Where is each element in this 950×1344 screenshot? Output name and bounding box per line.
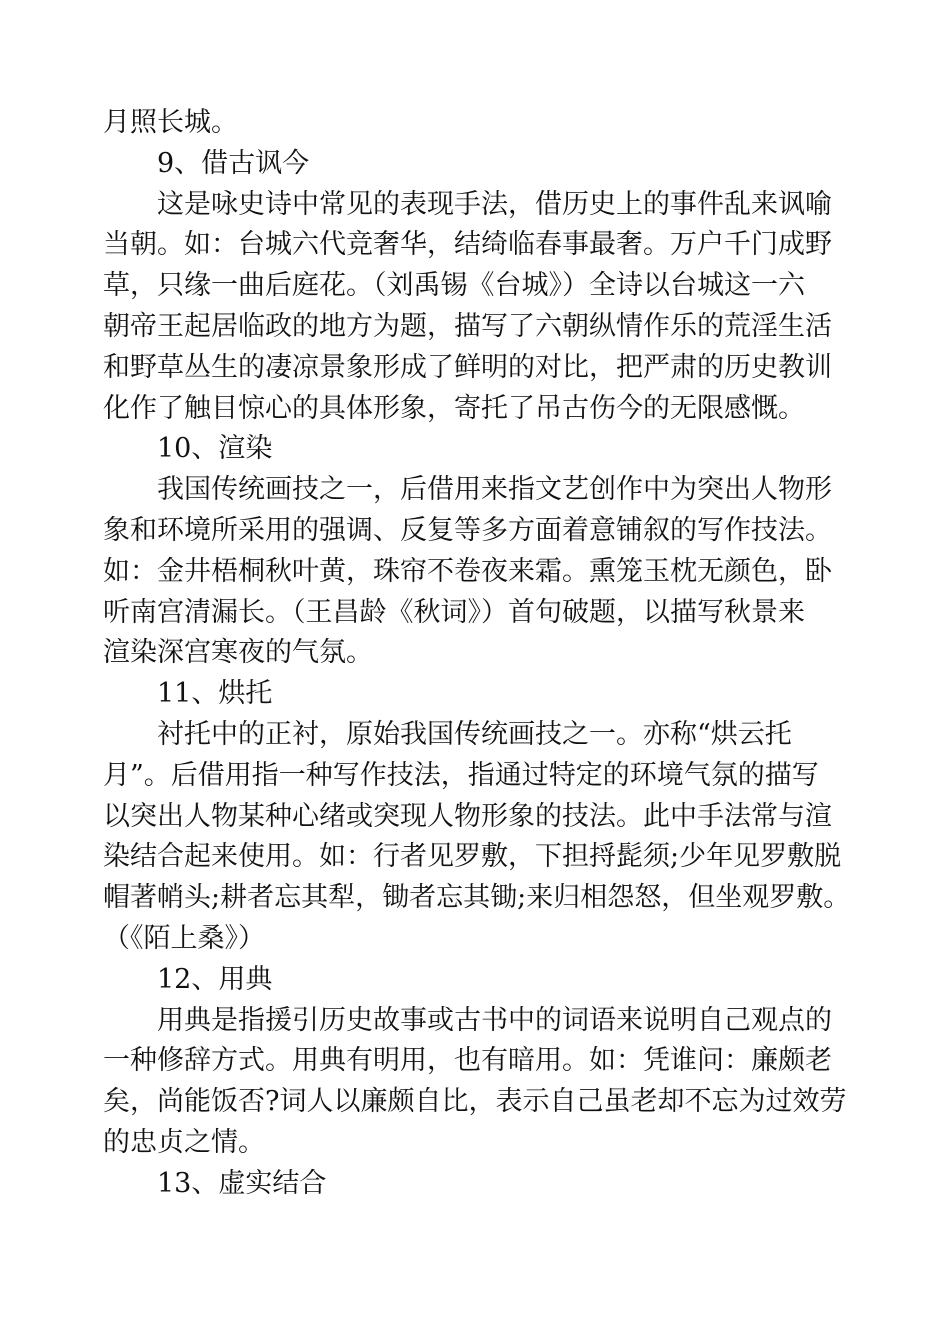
paragraph-line: 草，只缘一曲后庭花。（刘禹锡《台城》）全诗以台城这一六 xyxy=(103,270,805,302)
paragraph-line: 渲染深宫寒夜的气氛。 xyxy=(103,637,373,669)
section-heading-13: 13、虚实结合 xyxy=(157,1167,327,1199)
text-line-continuation: 月照长城。 xyxy=(103,107,238,138)
paragraph-line: 听南宫清漏长。（王昌龄《秋词》）首句破题，以描写秋景来 xyxy=(103,596,805,628)
paragraph-line: 的忠贞之情。 xyxy=(103,1126,265,1158)
document-page xyxy=(103,103,851,1205)
paragraph-line: 以突出人物某种心绪或突现人物形象的技法。此中手法常与渲 xyxy=(103,800,832,832)
paragraph-line: 月”。后借用指一种写作技法，指通过特定的环境气氛的描写 xyxy=(103,759,819,791)
paragraph-line: 染结合起来使用。如：行者见罗敷，下担捋髭须;少年见罗敷脱 xyxy=(103,841,842,873)
paragraph-line: 我国传统画技之一，后借用来指文艺创作中为突出人物形 xyxy=(157,474,832,506)
paragraph-line: 当朝。如：台城六代竞奢华，结绮临春事最奢。万户千门成野 xyxy=(103,229,832,261)
paragraph-line: 这是咏史诗中常见的表现手法，借历史上的事件乱来讽喻 xyxy=(157,188,832,220)
section-heading-9: 9、借古讽今 xyxy=(157,147,310,179)
paragraph-line: 如：金井梧桐秋叶黄，珠帘不卷夜来霜。熏笼玉枕无颜色，卧 xyxy=(103,555,832,587)
paragraph-line: 一种修辞方式。用典有明用，也有暗用。如：凭谁问：廉颇老 xyxy=(103,1045,832,1077)
paragraph-line: 帽著帩头;耕者忘其犁，锄者忘其锄;来归相怨怒，但坐观罗敷。 xyxy=(103,882,851,914)
paragraph-line: 用典是指援引历史故事或古书中的词语来说明自己观点的 xyxy=(157,1004,832,1036)
section-heading-10: 10、渲染 xyxy=(157,433,273,465)
paragraph-line: 衬托中的正衬，原始我国传统画技之一。亦称“烘云托 xyxy=(157,718,792,750)
paragraph-line: 矣，尚能饭否?词人以廉颇自比，表示自己虽老却不忘为过效劳 xyxy=(103,1086,847,1118)
section-heading-12: 12、用典 xyxy=(157,963,273,995)
section-heading-11: 11、烘托 xyxy=(157,678,273,710)
paragraph-line: 和野草丛生的凄凉景象形成了鲜明的对比，把严肃的历史教训 xyxy=(103,351,832,383)
paragraph-line: （《陌上桑》） xyxy=(103,922,265,954)
paragraph-line: 朝帝王起居临政的地方为题，描写了六朝纵情作乐的荒淫生活 xyxy=(103,310,832,342)
paragraph-line: 化作了触目惊心的具体形象，寄托了吊古伤今的无限感慨。 xyxy=(103,392,805,424)
paragraph-line: 象和环境所采用的强调、反复等多方面着意铺叙的写作技法。 xyxy=(103,514,832,546)
